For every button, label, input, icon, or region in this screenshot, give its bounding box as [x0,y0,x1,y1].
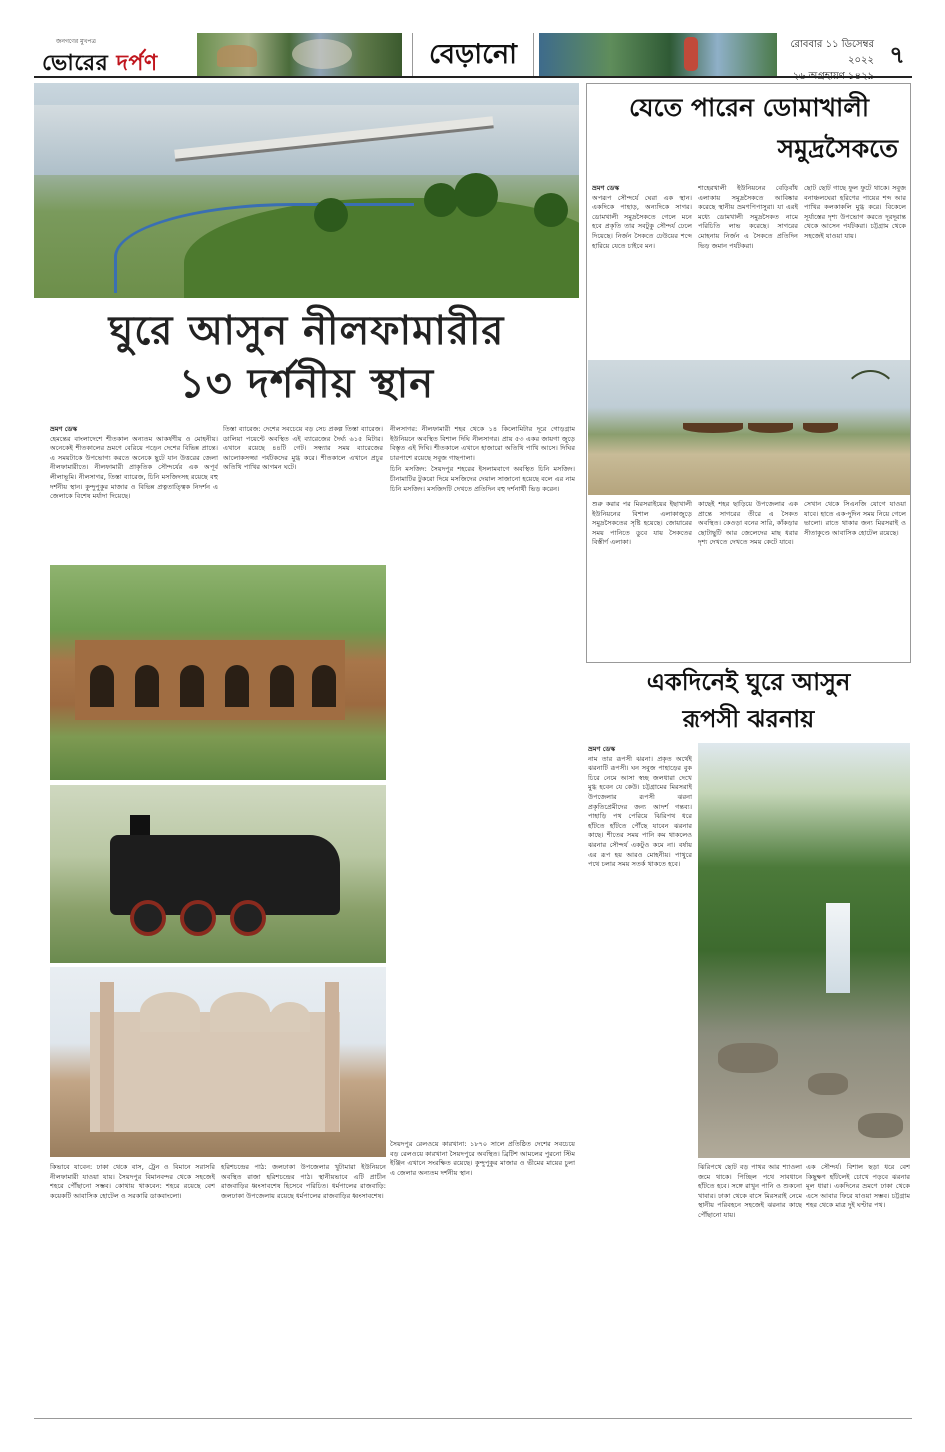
lead-intro-col2 [223,425,383,555]
issue-date [782,37,874,85]
waterfall-byline: ভ্রমণ ডেস্ক [588,745,616,753]
waterfall-col1 [588,745,692,1413]
issue-date-bengali: ২৬ অগ্রহায়ণ ১৪২৯ [792,71,874,82]
domakhali-lower-col3-text: সেখান থেকে সিএনজি যোগে যাওয়া যাবে। হাতে এক-দুদিন সময় নিয়ে গেলে ভালো। রাতে থাকার জন্য মিরসরাই ও সীতাকুণ্ডে আবাসিক হোটেল রয়েছে। [804,500,906,537]
domakhali-col1 [592,184,692,354]
domakhali-lower-col2 [698,500,798,658]
lead-col3-text: নীলসাগর: নীলফামারী শহর থেকে ১৪ কিলোমিটার দূরে গোড়গ্রাম ইউনিয়নে অবস্থিত বিশাল দিঘি নীলসাগর। প্রায় ৫৩ একর জায়গা জুড়ে বিস্তৃত এই দিঘি। শীতকালে এখানে হাজারো অতিথি পাখি আসে। দিঘির চারপাশে রয়েছে সবুজ গাছপালা। [390,425,575,462]
domakhali-byline: ভ্রমণ ডেস্ক [592,184,620,192]
lead-col2-text: তিস্তা ব্যারেজ: দেশের সবচেয়ে বড় সেচ প্রকল্প তিস্তা ব্যারেজ। ডালিয়া পয়েন্টে অবস্থিত এই ব্যারেজের দৈর্ঘ্য ৬১৫ মিটার। এখানে রয়েছে ৪৪টি গেট। সন্ধ্যার সময় ব্যারেজের আলোকসজ্জা পর্যটকদের মুগ্ধ করে। শীতকালে এখানে প্রচুর অতিথি পাখির আগমন ঘটে। [223,425,383,472]
brand-name-part2: দর্পণ [116,50,158,76]
section-label-box [412,33,534,76]
waterfall-col3 [806,1163,910,1413]
issue-date-gregorian: রোববার ১১ ডিসেম্বর ২০২২ [790,39,874,66]
lead-col1-text: হেমন্তের বাংলাদেশে শীতকাল অন্যতম আকর্ষণীয় ও মোহনীয়। অনেকেই শীতকালের ভ্রমণে বেরিয়ে পড়েন দেশের বিভিন্ন প্রান্তে। এ সময়টাকে উপভোগ্য করতে অনেকে ছুটে যান উত্তরের জেলা নীলফামারীতে। নীলফামারী প্রাকৃতিক সৌন্দর্যের এক অপূর্ব লীলাভূমি। নীলসাগর, তিস্তা ব্যারেজ, চিনি মসজিদসহ রয়েছে বহু দর্শনীয় স্থান। কুন্দুপুকুর মাজার ও বিভিন্ন প্রত্নতাত্ত্বিক নিদর্শন এ জেলাকে বিশেষ মর্যাদা দিয়েছে। [50,434,218,501]
waterfall-headline [586,664,911,744]
domakhali-col3 [804,184,906,354]
domakhali-lower-col1-text: শুরু করার পর মিরসরাইয়ের ইছাখালী ইউনিয়নের বিশাল এলাকাজুড়ে সমুদ্রসৈকতের সৃষ্টি হয়েছে। জোয়ারের সময় পানিতে ডুবে যায় সৈকতের বিস্তীর্ণ এলাকা। [592,500,692,547]
lead-lower-col2-text: হরিশচন্দ্রের পাঠ: জলঢাকা উপজেলার খুটামারা ইউনিয়নে অবস্থিত রাজা হরিশচন্দ্রের পাঠ। স্থানীয়ভাবে এটি প্রাচীন রাজবাড়ির ধ্বংসাবশেষ হিসেবে পরিচিত। ধর্মপালের রাজবাড়ি: জলঢাকা উপজেলায় রয়েছে ধর্মপালের রাজবাড়ির ধ্বংসাবশেষ। [221,1163,386,1200]
waterfall-col2 [698,1163,802,1413]
waterfall-col3-text: এক সৌন্দর্য। বিশাল ছড়া ধরে বেশ কিছুক্ষণ হাঁটলেই চোখে পড়বে ঝরনার মূল ধারা। একদিনের ভ্রমণে ঢাকা থেকে এসে আবার ফিরে যাওয়া সম্ভব। চট্টগ্রাম শহর থেকে মাত্র দুই ঘণ্টার পথ। [806,1163,910,1210]
brand-name [42,46,158,83]
lead-intro-col1 [50,425,218,555]
photo-steam-locomotive [50,785,386,963]
waterfall-col2-text: ঝিরিপথে ছোট বড় পাথর আর শ্যাওলা জমে থাকে। পিচ্ছিল পথে সাবধানে হাঁটতে হবে। সঙ্গে রাখুন পানি ও শুকনো খাবার। ঢাকা থেকে বাসে মিরসরাই নেমে স্থানীয় পরিবহনে সহজেই ঝরনার কাছে পৌঁছানো যায়। [698,1163,802,1219]
bottom-rule [34,1418,912,1419]
photo-rupshi-waterfall [698,743,910,1158]
lead-photo-barrage [34,83,579,298]
waterfall-title-line2: রূপসী ঝরনায় [682,704,815,733]
lead-lower-col1-text: কিভাবে যাবেন: ঢাকা থেকে বাস, ট্রেন ও বিমানে সরাসরি নীলফামারী যাওয়া যায়। সৈয়দপুর বিমানবন্দর থেকে সহজেই শহরে পৌঁছানো সম্ভব। কোথায় থাকবেন: শহরে রয়েছে বেশ কয়েকটি আবাসিক হোটেল ও সরকারি ডাকবাংলো। [50,1163,215,1200]
lead-byline: ভ্রমণ ডেস্ক [50,425,78,433]
header-photo-right [539,33,777,76]
lead-title-line2: ১৩ দর্শনীয় স্থান [178,360,435,407]
domakhali-col2 [698,184,798,354]
page-number: ৭ [889,40,905,69]
domakhali-title-line2: সমুদ্রসৈকতে [777,134,898,163]
lead-col4-text: চিনি মসজিদ: সৈয়দপুর শহরের ইসলামবাগে অবস্থিত চিনি মসজিদ। চীনামাটির টুকরো দিয়ে মসজিদের দেয়াল সাজানো হয়েছে বলে এর নাম চিনি মসজিদ। মসজিদটি দেখতে প্রতিদিন বহু দর্শনার্থী ভিড় করেন। [390,465,575,493]
domakhali-col1-text: অপরূপ সৌন্দর্যে ঘেরা এক স্থান। একদিকে পাহাড়, অন্যদিকে সাগর। ডোমখালী সমুদ্রসৈকতে গেলে মনে হবে প্রকৃতি তার সবটুকু সৌন্দর্য ঢেলে দিয়েছে। নির্জন সৈকতে ঢেউয়ের শব্দে হারিয়ে যেতে চাইবে মন। [592,193,692,250]
domakhali-headline [592,88,906,182]
photo-ruins [50,565,386,780]
photo-domakhali-beach [588,360,910,495]
brand-name-part1: ভোরের [42,50,109,76]
photo-chini-mosque [50,967,386,1157]
lead-lower-col3 [390,1140,575,1413]
domakhali-lower-col2-text: কাছেই শহর ছাড়িয়ে উপজেলার এক প্রান্তে সাগরের তীরে এ সৈকত অবস্থিত। কেওড়া বনের সারি, কাঁকড়ার ছোটাছুটি আর জেলেদের মাছ ধরার দৃশ্য দেখতে দেখতে সময় কেটে যাবে। [698,500,798,547]
section-title: বেড়ানো [429,39,517,70]
domakhali-col2-text: শাহেরখালী ইউনিয়নের বেড়িবাঁধ এলাকায় সমুদ্রসৈকতে আবিষ্কার করেছে স্থানীয় ভ্রমণপিপাসুরা। যা এরই মধ্যে ডোমখালী সমুদ্রসৈকত নামে পরিচিতি লাভ করেছে। সাগরের মোহনায় নির্জন এ সৈকতে প্রতিদিন ভিড় জমান পর্যটকরা। [698,184,798,250]
lead-lower-col3-text: সৈয়দপুর রেলওয়ে কারখানা: ১৮৭০ সালে প্রতিষ্ঠিত দেশের সবচেয়ে বড় রেলওয়ে কারখানা সৈয়দপুরে অবস্থিত। ব্রিটিশ আমলের পুরনো স্টিম ইঞ্জিন এখানে সংরক্ষিত রয়েছে। কুন্দুপুকুর মাজার ও ভীমের মায়ের চুলা এ জেলার অন্যতম দর্শনীয় স্থান। [390,1140,575,1177]
lead-col3 [390,425,575,1130]
domakhali-title-line1: যেতে পারেন ডোমাখালী [628,93,870,122]
lead-lower-col1 [50,1163,215,1413]
lead-title-line1: ঘুরে আসুন নীলফামারীর [108,307,505,354]
waterfall-title-line1: একদিনেই ঘুরে আসুন [646,667,851,696]
brand-tagline: জনগণের মুখপত্র [56,38,96,45]
domakhali-lower-col1 [592,500,692,658]
waterfall-col1-text: নাম তার রূপসী ঝরনা। প্রকৃত অর্থেই ঝরনাটি রূপসী। ঘন সবুজ পাহাড়ের বুক চিরে নেমে আসা স্বচ্ছ জলধারা দেখে মুগ্ধ হবেন যে কেউ। চট্টগ্রামের মিরসরাই উপজেলার রূপসী ঝরনা প্রকৃতিপ্রেমীদের জন্য আদর্শ গন্তব্য। পাহাড়ি পথ পেরিয়ে ঝিরিপথ ধরে হাঁটতে হাঁটতে পৌঁছে যাবেন ঝরনার কাছে। শীতের সময় পানি কম থাকলেও ঝরনার সৌন্দর্য একটুও কমে না। বর্ষায় এর রূপ হয় আরও মোহনীয়। পাথুরে পথে চলার সময় সতর্ক থাকতে হবে। [588,754,692,869]
brand-logo [34,33,194,76]
header-photo-left [197,33,402,76]
lead-lower-col2 [221,1163,386,1413]
masthead [34,33,912,82]
lead-headline [34,305,579,420]
domakhali-col3-text: ছোট ছোট গাছে ফুল ফুটে থাকে। সবুজ বনাঞ্চলঘেরা হরিণের পায়ের শব্দ আর পাখির কলকাকলি মুগ্ধ করে। বিকেলে সূর্যাস্তের দৃশ্য উপভোগ করতে দূরদূরান্ত থেকে আসেন পর্যটকরা। চট্টগ্রাম থেকে সহজেই যাওয়া যায়। [804,184,906,240]
domakhali-lower-col3 [804,500,906,658]
